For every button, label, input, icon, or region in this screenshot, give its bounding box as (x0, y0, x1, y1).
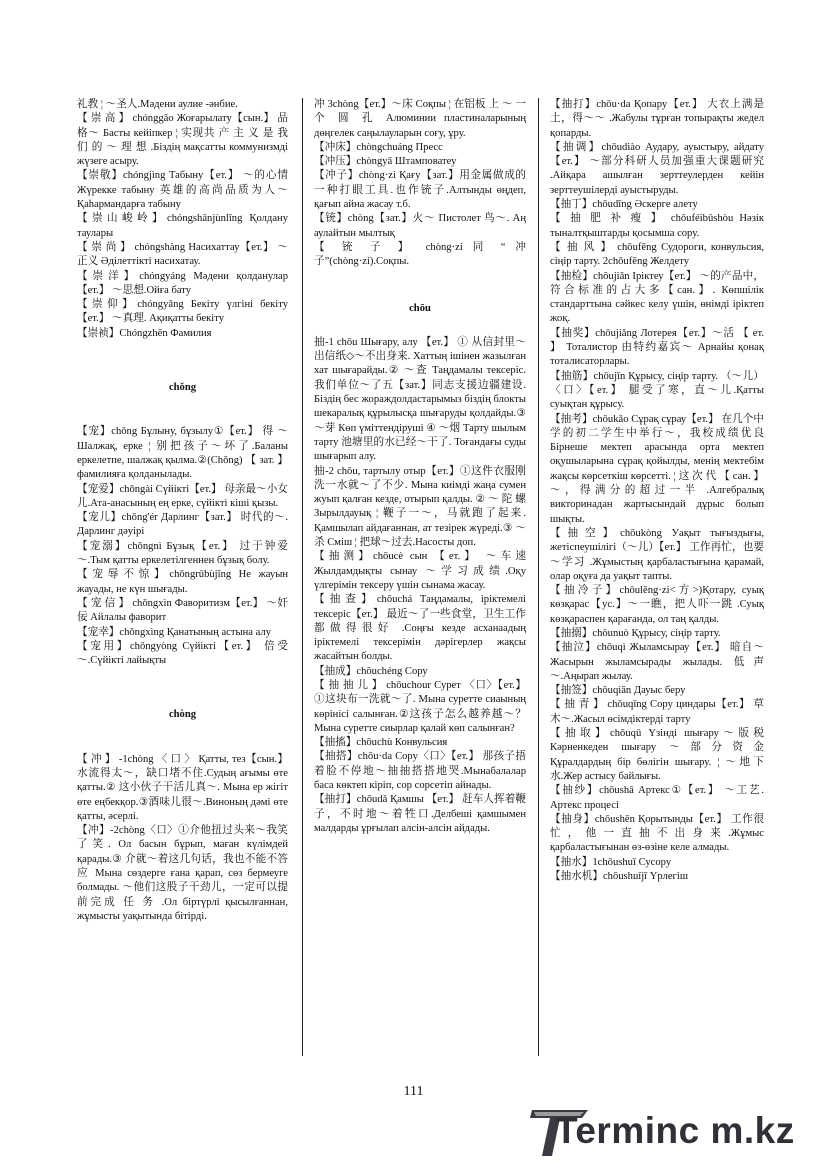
dictionary-entry: 【 崇 尚 】 chóngshàng Насихаттау【ет.】 ～正义 Әділеттікті насихатау. (77, 241, 288, 268)
dictionary-entry: 【宠儿】chǒng'ér Дарлинг【зат.】 时代的～. Дарлинг дәуірі (77, 512, 288, 538)
dictionary-entry: 【抽打】chōu·da Қопару【ет.】 大衣上满是土，得～～ .Жабулы тұрған топырақты жедел қопарды. (550, 99, 764, 139)
dictionary-entry: 【抽身】chōushēn Қорытынды【ет.】 工作很忙，他一直抽不出身来.Жұмыс қарбаластығынан өз-өзіне келе алмады. (550, 813, 764, 854)
dictionary-entry: 【抽丁】chōudīng Әскерге алету (550, 199, 698, 211)
dictionary-entry: 【崇山峻岭】chóngshānjùnlǐng Қолдану таулары (77, 213, 288, 239)
dictionary-entry: 【 抽 风 】 chōufēng Судороги, конвульсия, сіңір тарту. 2chōufēng Желдету (550, 241, 764, 268)
dictionary-entry: 礼教 ¦ ～圣人.Мәдени аулие -әнбие. (77, 99, 238, 110)
dictionary-entry: 【抽取】chōuqǔ Үзінді шығару～版税 Кәрненкеден шығару ～部分资金 Құралдардың бір бөлігін шығару. ¦ ～地下水.Жер астысу байлығы. (550, 728, 764, 782)
dictionary-entry: 【抽搐】chōuchù Конвульсия (314, 737, 448, 749)
dictionary-entry: 【崇洋】chóngyáng Мәдени қолданулар【ет.】 ～思想.Ойға бату (77, 270, 288, 296)
dictionary-entry: 【抽搭】chōu·da Сору〈口〉【ет.】 那孩子捂着脸不停地～抽抽搭搭地哭.Мынабалалар баса көктеп кіріп, сор сорсетіп айнады. (314, 751, 526, 792)
section-heading: chǒng (168, 382, 197, 394)
dictionary-entry: 【抽筋】chōujīn Құрысу, сіңір тарту. （～儿）〈口〉【ет.】 腿受了寒，直～儿.Қатты суықтан құрысу. (550, 370, 764, 411)
dictionary-entry: 【抽成】chōuchéng Сору (314, 665, 428, 677)
dictionary-entry: 【抽泣】chōuqì Жыламсырау【ет.】 暗自～ Жасырын жыламсырады жылады. 低声～.Аңырап жылау. (550, 642, 764, 682)
dictionary-entry: 【抽查】chōuchá Таңдамалы, іріктемелі тексеріс【ет.】 最近～了一些食堂，卫生工作都做得很好 .Соңғы кезде асханаадың іріктемелі тексерімін дәрігерлер жақсы жасайтын болды. (314, 594, 526, 663)
dictionary-entry: 【 抽 肥 补 瘦 】 chōuféibǔshòu Нәзік тыналтқыштарды қосымша сору. (550, 213, 764, 239)
column-2 (314, 98, 526, 1058)
dictionary-entry: 【铳】chòng【зат.】火～ Пистолет 鸟～. Аң аулайтын мылтық (314, 213, 526, 239)
dictionary-entry: 【 冲 】 -1chòng 〈 口 〉 Қатты, тез【сын.】 水流得太～，缺口堵不住.Судың ағымы өте қатты.② 这小伙子干活儿真～. Мына ер жігіт өте еңбекқор.③酒味儿很～.Виноның дәмі өте қатты, әсерлі. (77, 753, 288, 822)
dictionary-entry: 【宠溺】chǒngnì Бұзық【ет.】 过于钟爱～.Тым қатты еркелетілгеннен бұзық болу. (77, 540, 288, 567)
dictionary-entry: 【宠辱不惊】chǒngrǔbùjīng Не жауын жауады, не күн шығады. (77, 569, 288, 595)
dictionary-entry: 【崇祯】Chóngzhēn Фамилия (77, 327, 212, 339)
dictionary-entry: 【冲】-2chòng〈口〉①介他扭过头来～我笑了笑. Ол басын бұрып, маған күлімдей қарады.③ 介就～着这几句话，我也不能不答应 Мына сөздерге ғана қарап, сөз бермеуге болмады. ～他们这股子干劲儿，一定可以提前完成 任 务 .Ол біртүрлі қысылғаннан, жұмысты уақытында бітірді. (77, 825, 288, 922)
dictionary-entry: 【崇敬】chóngjìng Табыну【ет.】 ～的心情 Жүрекке табыну 英雄的高尚品质为人～Қаһармандарға табыну (77, 170, 288, 211)
dictionary-entry: 抽-1 chōu Шығару, алу 【ет.】 ① 从信封里～出信纸◇～不出身来. Хаттың ішінен жазылған хат шығарайды.② ～查 Таңдамалы тексеріс. 我们单位～了五【зат.】同志支援边疆建设. Біздің бес жораждолдастарымыз біздің блокты шекаралық құрылысқа шығаруды қолдайды.③ ～芽 Көп үміттендіруші ④ ～烟 Тарту шылым тарту 池塘里的水已经～干了. Тоғандағы суды шығарып алу. (314, 336, 526, 463)
dictionary-entry: 【抽空】chōukòng Уақыт тығыздығы, жетіспеушілігі（～儿）【ет.】 工作再忙，也要～学习 .Жұмыстың қарбаластығына қарамай, олар оқуға да уақыт тапты. (550, 527, 764, 582)
dictionary-entry: 冲 3chòng【ет.】～床 Соқпы ¦ 在铝板 上 ～ 一 个 圆 孔 Алюминии пластиналарының дөңгелек саңылауларын соғу, ұру. (314, 99, 526, 139)
page-number: 111 (403, 1084, 424, 1099)
dictionary-entry: 【宠幸】chǒngxìng Қанатының астына алу (77, 626, 272, 638)
termincom-logo[interactable] (530, 1108, 815, 1158)
dictionary-entry: 【宠】chǒng Бұлыну, бұзылу①【ет.】 得 ～ Шалжақ, ерке ¦ 别把孩子～坏了.Баланы еркелетпе, шалжақ қылма.②(Chǒng) 【 зат. 】 фамилияға қолданылады. (77, 426, 288, 481)
column-divider (302, 98, 303, 1056)
dictionary-entry: 【抽考】chōukǎo Сұрақ сұрау【ет.】 在几个中学的初二学生中举行～，我校成绩优良 Бірнеше мектеп арасында орта мектеп оқушыларына сұрақ қойылды, менің мектебім жақсы көрсеткіш көрсетті. ¦ 这 次 代 【 сан. 】 ～，得满分的超过一半 .Алгебралық викторинадан жартысындай дұрыс болып шықты. (550, 413, 764, 525)
dictionary-entry: 【抽检】chōujiǎn Іріктеу【ет.】 ～的产品中，符合标准的占大多【сан.】. Көпшілік стандарттына сәйкес келу үшін, өнімді іріктеп жоқ. (550, 270, 764, 325)
column-1 (77, 98, 288, 1058)
dictionary-entry: 【 抽 青 】 chōuqīng Сору циндары【ет.】 草木～.Жасыл өсімдіктерді тарту (550, 699, 764, 725)
dictionary-entry: 【 铳 子 】 chòng·zi 同 “ 冲 子”(chòng·zi).Соқпы. (314, 241, 526, 268)
dictionary-entry: 抽-2 chōu, тартылу отыр【ет.】①这件衣服刚洗一水就～了不少. Мына киімді жаңа сумен жуып қалған кезде, отырып қалды. ② ～ 陀 螺 Зырылдауық ¦ 鞭子一～，马就跑了起来. Қамшылап айдағаннан, ат тезірек жүреді.③ ～杀 Сміш ¦ 把球～过去.Насосты доп. (314, 465, 526, 549)
logo-text: Terminc m.kz (555, 1110, 795, 1151)
dictionary-entry: 【抽搦】chōunuò Құрысу, сіңір тарту. (550, 627, 721, 639)
section-heading: chōu (409, 302, 431, 314)
dictionary-entry: 【 崇 高 】 chónggāo Жоғарылату【сын.】 品格～ Басты кейіпкер ¦ 实现共 产 主 义 是 我 们 的 ～ 理 想 .Біздің мақсатты коммунизмді жүзеге асыру. (77, 113, 288, 168)
dictionary-entry: 【抽打】chōudǎ Қамшы 【ет.】 赶车人挥着鞭子，不时地～着牲口.Делбеші қамшымен малдарды ұрғылап алсін-алсін айдады. (314, 794, 526, 834)
dictionary-entry: 【抽冷子】chōulěng·zi<方>)Қотару, суық көзқарас【ус.】～一瞧，把人吓一跳 .Суық көзқараспен қарағанда, ол таң қалды. (550, 585, 764, 625)
dictionary-entry: 【冲子】chòng·zi Қағу【зат.】用金属做成的一种打眼工具.也作铳子.Алтынды өңдеп, қағып айна жасау т.б. (314, 170, 526, 211)
dictionary-entry: 【 宠 信 】 chǒngxìn Фаворитизм【ет.】 ～奸佞 Айлалы фаворит (77, 597, 288, 624)
section-heading: chòng (168, 709, 197, 721)
dictionary-entry: 【宠用】chǒngyòng Сүйікті【ет.】 倍受～.Сүйікті лайықты (77, 640, 288, 667)
dictionary-entry: 【抽签】chōuqiān Дауыс беру (550, 685, 686, 697)
dictionary-entry: 【宠爱】chǒngài Сүйікті【ет.】 母亲最～小女儿.Ата-анасының ең ерке, сүйікті кіші қызы. (77, 483, 288, 509)
dictionary-entry: 【冲压】chòngyā Штамповатеу (314, 156, 457, 168)
dictionary-entry: 【 抽 抽 儿 】 chōuchour Сурет 〈口〉【ет.】 ①这块布一洗就～了. Мына суретте сиаының көрінісі салынған.②这孩子怎么越养越～？ Мына суретте сиырлар қалай көп салынған? (314, 679, 526, 734)
dictionary-entry: 【抽水机】chōushuǐjī Үрлегіш (550, 871, 688, 883)
dictionary-entry: 【崇仰】chóngyǎng Бекіту үлгіні бекіту【ет.】 ～真理. Ақиқатты бекіту (77, 299, 288, 325)
column-3 (550, 98, 764, 1058)
dictionary-entry: 【抽奖】chōujiǎng Лотерея【ет.】～活 【 ет. 】 Тоталистор 由特约嘉宾～ Арнайы қонақ тоталисаторлары. (550, 327, 764, 368)
dictionary-entry: 【抽纱】chōushā Артекс①【ет.】 ～工艺. Артекс процесі (550, 785, 764, 811)
dictionary-entry: 【冲床】chòngchuáng Пресс (314, 141, 443, 153)
column-divider (538, 98, 539, 1056)
dictionary-entry: 【抽测】chōucè сын 【ет.】 ～车速 Жылдамдықты сынау ～学习成绩.Оқу үлгерімін тексеру үшін сынама жасау. (314, 551, 526, 591)
dictionary-entry: 【抽水】1chōushuǐ Сусору (550, 856, 672, 868)
dictionary-entry: 【抽调】chōudiào Аудару, ауыстыру, айдату【ет.】 ～部分科研人员加强重大课题研究 .Айқара ашылған зерттеулерден кейін зерттеушілерді ауыстыруды. (550, 141, 764, 196)
